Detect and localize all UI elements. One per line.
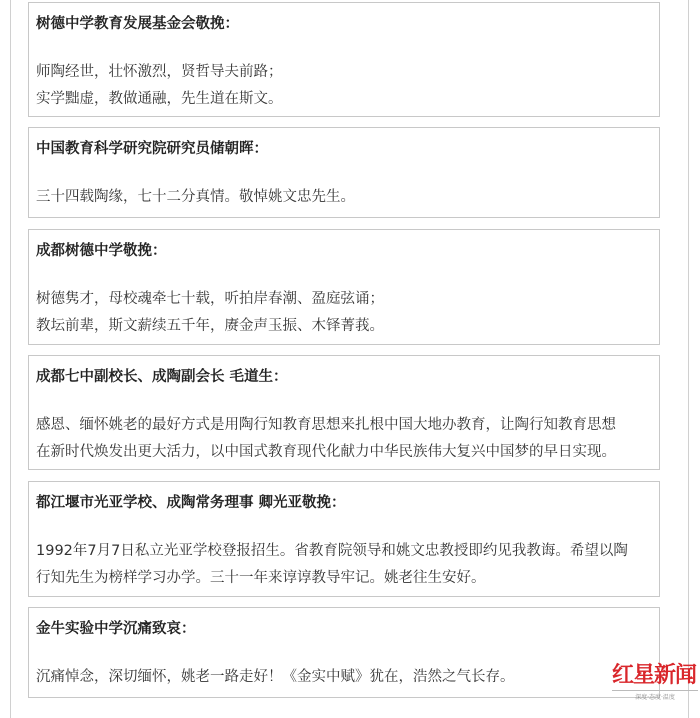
eulogy-card bbox=[28, 2, 660, 117]
eulogy-text bbox=[36, 664, 652, 691]
eulogy-line: 在新时代焕发出更大活力，以中国式教育现代化献力中华民族伟大复兴中国梦的早日实现。 bbox=[36, 444, 616, 460]
eulogy-line: 感恩、缅怀姚老的最好方式是用陶行知教育思想来扎根中国大地办教育，让陶行知教育思想 bbox=[36, 417, 616, 433]
eulogy-text bbox=[36, 184, 652, 211]
watermark-slogan: 深度·态度·温度 bbox=[612, 690, 698, 701]
eulogy-line: 三十四载陶缘，七十二分真情。敬悼姚文忠先生。 bbox=[36, 189, 355, 205]
eulogy-author: 都江堰市光亚学校、成陶常务理事 卿光亚敬挽： bbox=[36, 495, 346, 511]
eulogy-card bbox=[28, 127, 660, 218]
eulogy-line: 师陶经世，壮怀激烈，贤哲导夫前路； bbox=[36, 64, 283, 80]
eulogy-text bbox=[36, 412, 652, 466]
eulogy-text bbox=[36, 538, 652, 592]
eulogy-card bbox=[28, 355, 660, 470]
eulogy-line: 沉痛悼念，深切缅怀，姚老一路走好！《金实中赋》犹在，浩然之气长存。 bbox=[36, 669, 515, 685]
watermark-logo-text: 红星新闻 bbox=[612, 662, 697, 688]
eulogy-author: 成都七中副校长、成陶副会长 毛道生： bbox=[36, 369, 288, 385]
eulogy-line: 1992年7月7日私立光亚学校登报招生。省教育院领导和姚文忠教授即约见我教诲。希望以陶 bbox=[36, 543, 628, 559]
eulogy-author: 树德中学教育发展基金会敬挽： bbox=[36, 16, 239, 32]
eulogy-card bbox=[28, 607, 660, 698]
eulogy-author: 金牛实验中学沉痛致哀： bbox=[36, 621, 196, 637]
eulogy-card bbox=[28, 229, 660, 345]
eulogy-line: 实学黜虚，教做通融，先生道在斯文。 bbox=[36, 91, 283, 107]
eulogy-author: 成都树德中学敬挽： bbox=[36, 243, 167, 259]
eulogy-author: 中国教育科学研究院研究员储朝晖： bbox=[36, 141, 268, 157]
watermark-logo bbox=[612, 662, 698, 704]
eulogy-text bbox=[36, 59, 652, 113]
eulogy-line: 行知先生为榜样学习办学。三十一年来谆谆教导牢记。姚老往生安好。 bbox=[36, 570, 486, 586]
eulogy-line: 教坛前辈，斯文薪续五千年，赓金声玉振、木铎菁莪。 bbox=[36, 318, 384, 334]
eulogy-card bbox=[28, 481, 660, 597]
eulogy-text bbox=[36, 286, 652, 340]
eulogy-line: 树德隽才，母校魂牵七十载，听拍岸春潮、盈庭弦诵； bbox=[36, 291, 384, 307]
